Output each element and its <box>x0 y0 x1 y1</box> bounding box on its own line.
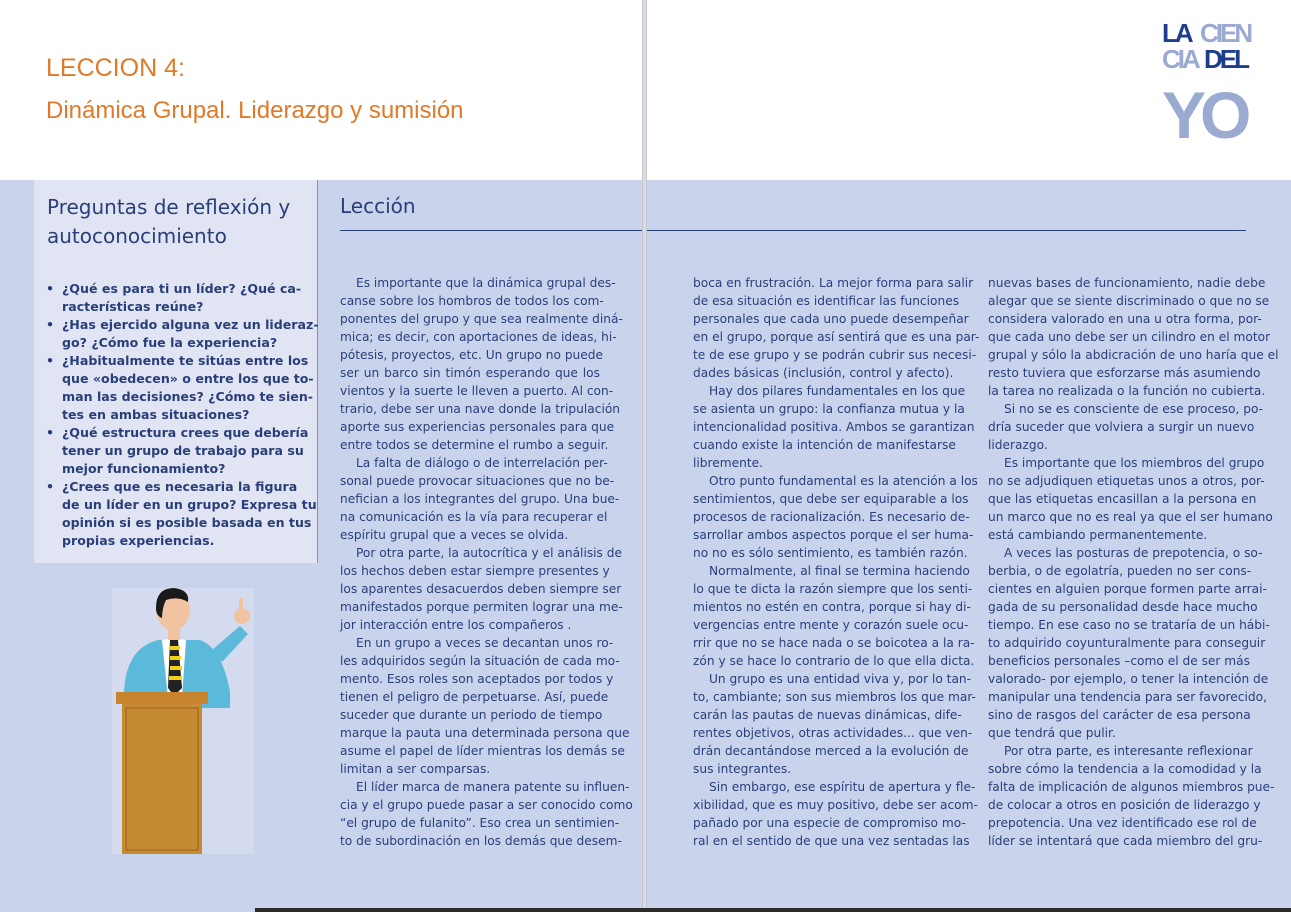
bullet-icon: • <box>46 317 55 332</box>
paragraph-line: to adquirido coyunturalmente para conseguir <box>988 636 1266 650</box>
paragraph-line: líder se intentará que cada miembro del gru- <box>988 834 1263 848</box>
paragraph-line: xibilidad, que es muy positivo, debe ser acom- <box>693 798 978 812</box>
paragraph-line: sus integrantes. <box>693 762 792 776</box>
paragraph-line: berbia, o de egolatría, pueden no ser cons- <box>988 564 1252 578</box>
paragraph-line: “el grupo de fulanito”. Eso crea un sentimien- <box>340 816 620 830</box>
paragraph-line: la tarea no realizada o la función no cubierta. <box>988 384 1266 398</box>
logo-del: DEL <box>1204 44 1247 74</box>
logo-la: LA <box>1162 18 1191 48</box>
paragraph-line: Hay dos pilares fundamentales en los que <box>709 384 966 398</box>
paragraph-line: Un grupo es una entidad viva y, por lo tan- <box>709 672 972 686</box>
paragraph-line: Otro punto fundamental es la atención a los <box>709 474 978 488</box>
paragraph-line: liderazgo. <box>988 438 1048 452</box>
paragraph-line: vientos y la suerte le lleven a puerto. Al con- <box>340 384 614 398</box>
paragraph-line: sentimientos, que debe ser equiparable a los <box>693 492 969 506</box>
paragraph-line: marque la pauta una determinada persona que <box>340 726 630 740</box>
paragraph-line: Si no se es consciente de ese proceso, po- <box>1004 402 1264 416</box>
bullet-icon: • <box>46 479 55 494</box>
speaker-at-podium-illustration <box>112 588 254 854</box>
lesson-number: LECCION 4: <box>46 54 185 82</box>
paragraph-line: asume el papel de líder mientras los demás se <box>340 744 625 758</box>
paragraph-line: La falta de diálogo o de interrelación per- <box>356 456 608 470</box>
paragraph-line: En un grupo a veces se decantan unos ro- <box>356 636 614 650</box>
text-column-2 <box>693 274 980 850</box>
paragraph-line: manifestados porque permiten lograr una me- <box>340 600 623 614</box>
logo-cia: CIA <box>1162 44 1198 74</box>
paragraph-line: de colocar a otros en posición de liderazgo y <box>988 798 1261 812</box>
paragraph-line: zón y se hace lo contrario de lo que ella dicta. <box>693 654 975 668</box>
paragraph-line: está cambiando permanentemente. <box>988 528 1208 542</box>
paragraph-line: sino de rasgos del carácter de esa persona <box>988 708 1251 722</box>
question-line: de un líder en un grupo? Expresa tu <box>62 497 317 512</box>
paragraph-line: considera valorado en una u otra forma, por- <box>988 312 1262 326</box>
paragraph-line: El líder marca de manera patente su influen- <box>356 780 630 794</box>
logo-yo: YO <box>1162 78 1246 143</box>
paragraph-line: Normalmente, al final se termina haciendo <box>709 564 970 578</box>
paragraph-line: no no es sólo sentimiento, es también razón. <box>693 546 968 560</box>
page-spine <box>642 0 647 912</box>
section-divider <box>340 230 1246 231</box>
question-line: que «obedecen» o entre los que to- <box>62 371 314 386</box>
paragraph-line: cuando existe la intención de manifestarse <box>693 438 956 452</box>
question-line: ¿Habitualmente te sitúas entre los <box>62 353 309 368</box>
paragraph-line: lo que te dicta la razón siempre que los senti- <box>693 582 973 596</box>
paragraph-line: Por otra parte, la autocrítica y el análisis de <box>356 546 623 560</box>
question-item <box>46 280 314 316</box>
paragraph-line: ral en el sentido de que una vez sentadas las <box>693 834 970 848</box>
paragraph-line: valorado- por ejemplo, o tener la intención de <box>988 672 1269 686</box>
paragraph-line: que cada uno debe ser un cilindro en el motor <box>988 330 1271 344</box>
paragraph-line: te de ese grupo y se podrán cubrir sus necesi- <box>693 348 977 362</box>
paragraph-line: alegar que se siente discriminado o que no se <box>988 294 1270 308</box>
text-column-3 <box>988 274 1279 850</box>
paragraph-line: libremente. <box>693 456 763 470</box>
question-line: ¿Has ejercido alguna vez un lideraz- <box>62 317 319 332</box>
paragraph-line: ser un barco sin timón esperando que los <box>340 366 600 380</box>
paragraph-line: cia y el grupo puede pasar a ser conocido como <box>340 798 633 812</box>
reflection-sidebar <box>34 180 318 563</box>
bullet-icon: • <box>46 281 55 296</box>
paragraph-line: gada de su personalidad desde hace mucho <box>988 600 1258 614</box>
paragraph-line: boca en frustración. La mejor forma para salir <box>693 276 974 290</box>
paragraph-line: los hechos deben estar siempre presentes y <box>340 564 610 578</box>
paragraph-line: se asienta un grupo: la confianza mutua y la <box>693 402 965 416</box>
paragraph-line: procesos de racionalización. Es necesario de- <box>693 510 970 524</box>
paragraph-line: los aparentes desacuerdos deben siempre ser <box>340 582 622 596</box>
paragraph-line: sonal puede provocar situaciones que no be- <box>340 474 615 488</box>
paragraph-line: que tendrá que pulir. <box>988 726 1116 740</box>
paragraph-line: A veces las posturas de prepotencia, o so- <box>1004 546 1263 560</box>
paragraph-line: mica; es decir, con aportaciones de ideas, hi- <box>340 330 617 344</box>
sidebar-heading-line: Preguntas de reflexión y <box>47 195 291 219</box>
paragraph-line: no se adjudiquen etiquetas unos a otros, por- <box>988 474 1265 488</box>
paragraph-line: limitan a ser comparsas. <box>340 762 491 776</box>
paragraph-line: pótesis, proyectos, etc. Un grupo no puede <box>340 348 604 362</box>
paragraph-line: en el grupo, porque así sentirá que es una par- <box>693 330 980 344</box>
paragraph-line: resto tuviera que esforzarse más asumiendo <box>988 366 1261 380</box>
paragraph-line: falta de implicación de algunos miembros pue- <box>988 780 1275 794</box>
paragraph-line: Sin embargo, ese espíritu de apertura y fle- <box>709 780 976 794</box>
paragraph-line: entre todos se determine el rumbo a seguir. <box>340 438 609 452</box>
paragraph-line: intencionalidad positiva. Ambos se garantizan <box>693 420 975 434</box>
page-bottom-edge <box>255 908 1291 912</box>
paragraph-line: sobre cómo la tendencia a la comodidad y la <box>988 762 1262 776</box>
paragraph-line: que las etiquetas encasillan a la persona en <box>988 492 1257 506</box>
paragraph-line: dría suceder que volviera a surgir un nuevo <box>988 420 1255 434</box>
paragraph-line: na comunicación es la vía para recuperar el <box>340 510 608 524</box>
section-title: Lección <box>340 194 416 218</box>
sidebar-heading-line: autoconocimiento <box>47 224 227 248</box>
paragraph-line: beneficios personales –como el de ser más <box>988 654 1250 668</box>
paragraph-line: tiempo. En ese caso no se trataría de un hábi- <box>988 618 1270 632</box>
question-line: racterísticas reúne? <box>62 299 204 314</box>
question-list <box>46 280 319 550</box>
paragraph-line: grupal y sólo la abdicración de uno haría que el <box>988 348 1279 362</box>
question-line: tener un grupo de trabajo para su <box>62 443 304 458</box>
paragraph-line: canse sobre los hombros de todos los com- <box>340 294 604 308</box>
paragraph-line: les adquiridos según la situación de cada mo- <box>340 654 620 668</box>
paragraph-line: to, cambiante; son sus miembros los que mar- <box>693 690 976 704</box>
paragraph-line: manipular una tendencia para ser favorecido, <box>988 690 1267 704</box>
paragraph-line: jor interacción entre los compañeros . <box>340 618 572 632</box>
bullet-icon: • <box>46 425 55 440</box>
bullet-icon: • <box>46 353 55 368</box>
question-line: opinión si es posible basada en tus <box>62 515 312 530</box>
question-item <box>46 424 314 478</box>
paragraph-line: un marco que no es real ya que el ser humano <box>988 510 1273 524</box>
question-line: tes en ambas situaciones? <box>62 407 250 422</box>
text-column-1 <box>340 274 633 850</box>
la-ciencia-del-yo-logo <box>1160 18 1265 143</box>
paragraph-line: pañado por una especie de compromiso mo- <box>693 816 966 830</box>
paragraph-line: carán las pautas de nuevas dinámicas, dife- <box>693 708 962 722</box>
paragraph-line: cientes en alguien porque formen parte arrai- <box>988 582 1267 596</box>
paragraph-line: rrir que no se hace nada o se boicotea a la ra- <box>693 636 975 650</box>
question-line: propias experiencias. <box>62 533 215 548</box>
paragraph-line: de esa situación es identificar las funciones <box>693 294 960 308</box>
paragraph-line: Es importante que los miembros del grupo <box>1004 456 1265 470</box>
question-line: man las decisiones? ¿Cómo te sien- <box>62 389 314 404</box>
paragraph-line: Por otra parte, es interesante reflexionar <box>1004 744 1253 758</box>
paragraph-line: nuevas bases de funcionamiento, nadie debe <box>988 276 1266 290</box>
paragraph-line: tienen el peligro de perpetuarse. Así, puede <box>340 690 609 704</box>
logo-cien: CIEN <box>1200 18 1251 48</box>
paragraph-line: aporte sus experiencias personales para que <box>340 420 615 434</box>
paragraph-line: trario, debe ser una nave donde la tripulación <box>340 402 621 416</box>
paragraph-line: mientos no estén en contra, porque si hay di- <box>693 600 971 614</box>
question-item <box>46 352 314 424</box>
question-line: mejor funcionamiento? <box>62 461 226 476</box>
paragraph-line: dades básicas (inclusión, control y afecto). <box>693 366 954 380</box>
paragraph-line: personales que cada uno puede desempeñar <box>693 312 969 326</box>
paragraph-line: drán decantándose merced a la evolución de <box>693 744 969 758</box>
question-line: ¿Qué estructura crees que debería <box>62 425 309 440</box>
paragraph-line: to de subordinación en los demás que desem- <box>340 834 622 848</box>
question-line: ¿Qué es para ti un líder? ¿Qué ca- <box>62 281 302 296</box>
paragraph-line: rentes objetivos, otras actividades... que ven- <box>693 726 973 740</box>
sidebar-heading <box>47 193 307 251</box>
lesson-title: Dinámica Grupal. Liderazgo y sumisión <box>46 97 464 124</box>
paragraph-line: nefician a los integrantes del grupo. Una bue- <box>340 492 620 506</box>
question-line: go? ¿Cómo fue la experiencia? <box>62 335 278 350</box>
paragraph-line: prepotencia. Una vez identificado ese rol de <box>988 816 1257 830</box>
question-item <box>46 478 317 550</box>
question-item <box>46 316 319 352</box>
paragraph-line: Es importante que la dinámica grupal des- <box>356 276 616 290</box>
paragraph-line: ponentes del grupo y que sea realmente diná- <box>340 312 623 326</box>
paragraph-line: suceder que durante un periodo de tiempo <box>340 708 603 722</box>
paragraph-line: sarrollar ambos aspectos porque el ser huma- <box>693 528 974 542</box>
paragraph-line: espíritu grupal que a veces se olvida. <box>340 528 569 542</box>
paragraph-line: mento. Esos roles son aceptados por todos y <box>340 672 614 686</box>
question-line: ¿Crees que es necesaria la figura <box>62 479 298 494</box>
paragraph-line: vergencias entre mente y corazón suele ocu- <box>693 618 969 632</box>
